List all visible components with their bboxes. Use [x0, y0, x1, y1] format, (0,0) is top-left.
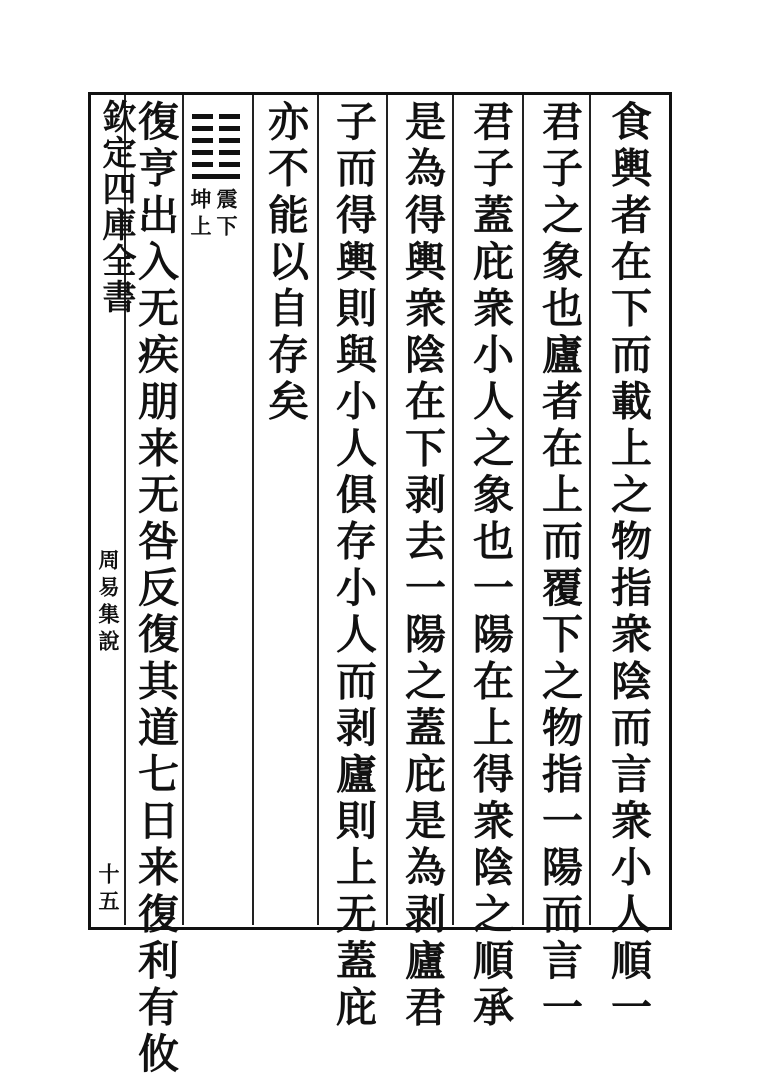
text-column-2: [531, 100, 587, 1032]
text-column-4: [394, 100, 450, 1032]
text-column-1: [600, 100, 656, 1032]
hexagram-lower-label: 震下: [214, 188, 239, 242]
section-title: 周易集說: [96, 549, 121, 657]
text-column-5: [325, 100, 381, 1032]
column-rule: [386, 95, 388, 925]
hexagram-upper-label: 坤上: [188, 188, 213, 242]
column-text: 是為得輿衆陰在下剥去一陽之蓋庇是為剥廬君: [398, 100, 446, 1032]
page-margin: [90, 95, 136, 925]
column-text: 君子之象也廬者在上而覆下之物指一陽而言一: [535, 100, 583, 1032]
page-number: 十五: [96, 863, 121, 917]
column-rule: [522, 95, 524, 925]
column-rule: [317, 95, 319, 925]
column-rule: [589, 95, 591, 925]
column-text: 子而得輿則與小人俱存小人而剥廬則上无蓋庇: [329, 100, 377, 1032]
text-column-8: [127, 100, 183, 1079]
column-text: 復亨出入无疾朋来无咎反復其道七日来復利有攸: [131, 100, 179, 1079]
column-text: 君子蓋庇衆小人之象也一陽在上得衆陰之順承: [466, 100, 514, 1032]
book-title: 欽定四庫全書: [96, 99, 136, 315]
text-column-6: [257, 100, 313, 926]
column-rule: [252, 95, 254, 925]
column-rule: [452, 95, 454, 925]
fu-hexagram-icon: [190, 110, 242, 184]
column-text: 食輿者在下而載上之物指衆陰而言衆小人順一: [604, 100, 652, 1032]
column-text: 亦不能以自存矣: [261, 100, 309, 427]
text-column-3: [462, 100, 518, 1032]
hexagram-symbol: [190, 110, 242, 184]
